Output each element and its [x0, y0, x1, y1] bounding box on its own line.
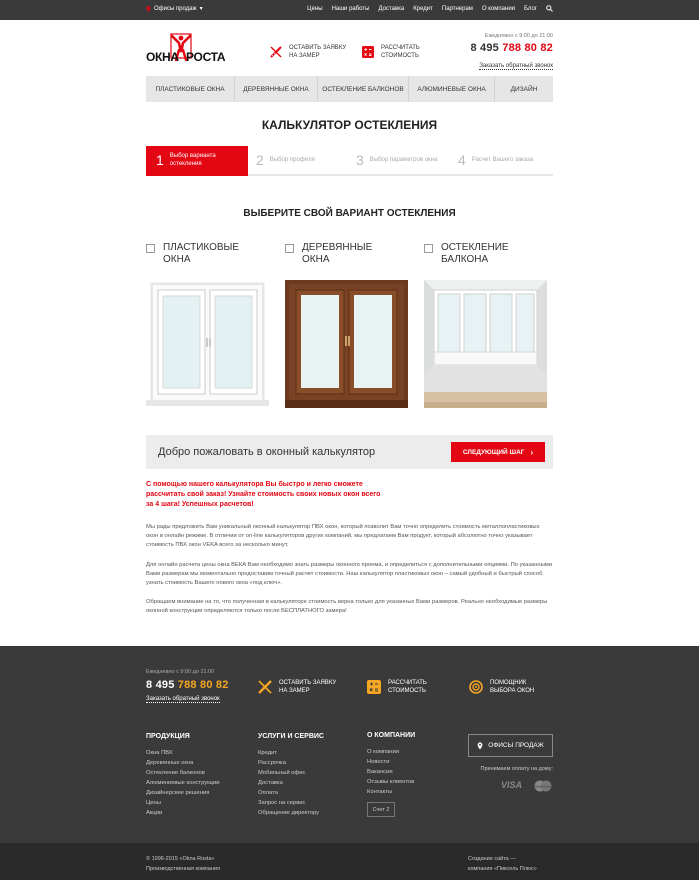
offices-dropdown[interactable] — [146, 5, 203, 12]
footer-order-measure[interactable] — [258, 679, 339, 695]
top-nav-prices[interactable]: Цены — [307, 5, 323, 12]
footer-link[interactable]: Рассрочка — [258, 760, 286, 766]
mastercard-logo-icon — [533, 780, 553, 792]
plastic-window-image — [146, 280, 269, 408]
page-title: КАЛЬКУЛЯТОР ОСТЕКЛЕНИЯ — [261, 118, 438, 132]
paragraph-1: Мы рады предложить Вам уникальный оконный калькулятор ПВХ окон, который позволит Вам точно определить стоимость металлопластиковых окон в онлайн режиме. В отличии от on-line калькуляторов других компаний, мы предлагаем Вам продукт, который абсолютно точно указывает стоимость ПВХ окон VEKA всего за несколько минут. — [146, 524, 540, 548]
footer-col-title: ПРОДУКЦИЯ — [146, 733, 190, 740]
footer-link[interactable]: Остекление балконов — [146, 770, 205, 776]
footer — [0, 646, 699, 843]
top-nav-blog[interactable]: Блог — [524, 5, 537, 12]
step-number: 2 — [256, 152, 264, 168]
balcony-glazing-image — [424, 280, 547, 408]
map-pin-icon — [477, 742, 483, 750]
step-4[interactable] — [458, 146, 533, 174]
footer-phone[interactable] — [146, 679, 229, 691]
welcome-text: Добро пожаловать в оконный калькулятор — [158, 446, 376, 458]
footer-calc-label: РАССЧИТАТЬ СТОИМОСТЬ — [388, 680, 427, 694]
footer-link[interactable]: Новости — [367, 759, 390, 765]
footer-window-helper[interactable] — [469, 679, 540, 695]
footer-working-hours: Ежедневно с 9:00 до 21:00 — [146, 669, 215, 675]
nav-item-aluminium[interactable]: АЛЮМИНЕВЫЕ ОКНА — [409, 76, 495, 102]
svg-text:MasterCard: MasterCard — [535, 784, 551, 789]
footer-order-label: ОСТАВИТЬ ЗАЯВКУ НА ЗАМЕР — [279, 680, 337, 694]
footer-link[interactable]: Акции — [146, 810, 163, 816]
option-label: ПЛАСТИКОВЫЕ ОКНА — [163, 242, 240, 265]
top-nav-partners[interactable]: Партнерам — [441, 5, 473, 12]
footer-link[interactable]: Дизайнерские решения — [146, 790, 210, 796]
footer-offices-label: ОФИСЫ ПРОДАЖ — [488, 742, 544, 749]
bottom-bar — [0, 843, 699, 880]
footer-link[interactable]: Цены — [146, 800, 161, 806]
checkbox[interactable] — [424, 244, 433, 253]
ruler-pencil-icon — [258, 680, 272, 694]
calc-cost-link[interactable] — [362, 44, 426, 60]
steps-progress — [146, 146, 553, 174]
logo-text-left: ОКНА — [146, 50, 179, 64]
footer-helper-label: ПОМОЩНИК ВЫБОРА ОКОН — [490, 680, 535, 694]
working-hours: Ежедневно с 9:00 до 21:00 — [484, 33, 553, 39]
option-label: ДЕРЕВЯННЫЕ ОКНА — [302, 242, 373, 265]
copyright-text: © 1996-2015 «Okna Rosta» — [146, 856, 215, 862]
payment-note: Принимаем оплату на дому: — [480, 766, 553, 772]
footer-phone-prefix: 8 495 — [146, 679, 175, 691]
footer-col-title: УСЛУГИ И СЕРВИС — [258, 733, 324, 740]
made-by-block[interactable] — [468, 854, 553, 874]
offices-label: Офисы продаж — [154, 5, 197, 12]
paragraph-3: Обращаем внимание на то, что полученная в калькуляторе стоимость верна только для указанных Вами размеров. Реально необходимые размеры оконной конструкции определяются только после БЕСПЛАТНОГО замера! — [146, 599, 548, 614]
option-label: ОСТЕКЛЕНИЕ БАЛКОНА — [441, 242, 509, 265]
intro-text: С помощью нашего калькулятора Вы быстро и легко сможете рассчитать свой заказ! Узнайте стоимость своих новых окон всего за 4 шага! Успешных расчетов! — [146, 481, 381, 508]
footer-link[interactable]: Окна ПВХ — [146, 750, 173, 756]
target-icon — [469, 680, 483, 694]
footer-callback-link[interactable]: Заказать обратный звонок — [146, 696, 220, 702]
checkbox[interactable] — [285, 244, 294, 253]
nav-item-design[interactable]: ДИЗАЙН — [510, 85, 538, 93]
phone-number[interactable] — [470, 42, 553, 54]
nav-item-wooden[interactable]: ДЕРЕВЯННЫЕ ОКНА — [235, 76, 318, 102]
footer-offices-button[interactable] — [468, 734, 553, 757]
callback-link[interactable]: Заказать обратный звонок — [479, 63, 553, 69]
step-label: Выбор параметров окна — [369, 157, 438, 163]
footer-link[interactable]: Обращение директору — [258, 810, 320, 816]
footer-phone-main: 788 80 82 — [177, 679, 229, 691]
step-2[interactable] — [256, 146, 315, 174]
main-nav — [146, 76, 553, 102]
step-label: Расчет Вашего заказа — [471, 157, 534, 163]
footer-link[interactable]: Вакансии — [367, 769, 393, 775]
copyright-block — [146, 854, 220, 874]
top-bar — [0, 0, 699, 20]
calculator-icon — [362, 46, 374, 58]
option-balcony[interactable] — [424, 242, 547, 266]
phone-prefix: 8 495 — [470, 42, 499, 54]
footer-link[interactable]: Запрос на сервис — [258, 800, 306, 806]
site-logo[interactable] — [146, 36, 224, 66]
footer-col-services — [258, 733, 324, 818]
footer-link[interactable]: О компании — [367, 749, 399, 755]
top-nav-credit[interactable]: Кредит — [413, 5, 433, 12]
calc-cost-label: РАССЧИТАТЬ СТОИМОСТЬ — [381, 45, 420, 59]
step-1[interactable] — [146, 146, 248, 174]
footer-link[interactable]: Кредит — [258, 750, 277, 756]
next-step-button[interactable] — [451, 442, 545, 462]
footer-link[interactable]: Доставка — [258, 780, 283, 786]
step-number: 1 — [156, 152, 164, 168]
nav-item-plastic[interactable]: ПЛАСТИКОВЫЕ ОКНА — [146, 76, 235, 102]
option-wooden[interactable] — [285, 242, 408, 266]
footer-link[interactable]: Отзывы клиентов — [367, 779, 415, 785]
top-nav-works[interactable]: Наши работы — [331, 5, 370, 12]
footer-col-products — [146, 733, 219, 818]
ruler-pencil-icon — [270, 46, 282, 58]
search-icon[interactable] — [546, 5, 553, 12]
wooden-window-image — [285, 280, 408, 408]
steps-progress-line — [146, 174, 553, 176]
calculator-icon — [367, 680, 381, 694]
header-phone-block — [470, 33, 553, 72]
checkbox[interactable] — [146, 244, 155, 253]
footer-link[interactable]: Алюминиевые конструкции — [146, 780, 220, 786]
paragraph-2: Для онлайн расчета цены окна ВЕКА Вам необходимо знать размеры оконного проема, и определиться с дополнительными опциями. По указанными Вами размерам мы моментально предоставим точный расчет стоимости. Наш калькулятор пластиковых окон – самый удобный и быстрый способ узнать стоимость Вашего нового окна «под ключ». — [146, 562, 552, 586]
company-description: Производственная компания — [146, 866, 220, 872]
section-title: ВЫБЕРИТЕ СВОЙ ВАРИАНТ ОСТЕКЛЕНИЯ — [243, 208, 456, 219]
order-measure-label: ОСТАВИТЬ ЗАЯВКУ НА ЗАМЕР — [289, 45, 347, 59]
phone-main: 788 80 82 — [502, 42, 553, 54]
footer-link[interactable]: Контакты — [367, 789, 393, 795]
footer-link[interactable]: Оплата — [258, 790, 278, 796]
welcome-bar — [146, 435, 553, 469]
top-nav-delivery[interactable]: Доставка — [378, 5, 405, 12]
footer-col-company — [367, 732, 415, 797]
visit-counter: Счет 2 — [367, 802, 395, 817]
footer-link[interactable]: Мобильный офис — [258, 770, 306, 776]
next-step-label: СЛЕДУЮЩИЙ ШАГ — [462, 448, 525, 456]
step-label: Выбор профиля — [269, 157, 315, 163]
chevron-right-icon: › — [530, 447, 534, 457]
step-label: Выбор варианта остекления — [169, 153, 216, 167]
made-by-line-2: компания «Пиксель Плюс» — [468, 866, 537, 872]
step-3[interactable] — [356, 146, 437, 174]
option-plastic[interactable] — [146, 242, 269, 266]
nav-item-balcony[interactable]: ОСТЕКЛЕНИЕ БАЛКОНОВ — [318, 76, 409, 102]
visa-logo: VISA — [501, 780, 523, 790]
map-pin-icon — [146, 6, 151, 12]
top-nav-about[interactable]: О компании — [481, 5, 516, 12]
logo-text-right: РОСТА — [186, 50, 226, 64]
made-by-line-1: Создание сайта — — [468, 856, 516, 862]
step-number: 3 — [356, 152, 364, 168]
order-measure-link[interactable] — [270, 44, 349, 60]
step-number: 4 — [458, 152, 466, 168]
footer-calc-cost[interactable] — [367, 679, 433, 695]
chevron-down-icon: ▾ — [199, 6, 203, 12]
footer-link[interactable]: Деревянные окна — [146, 760, 194, 766]
footer-col-title: О КОМПАНИИ — [367, 732, 416, 739]
top-nav — [307, 5, 553, 12]
